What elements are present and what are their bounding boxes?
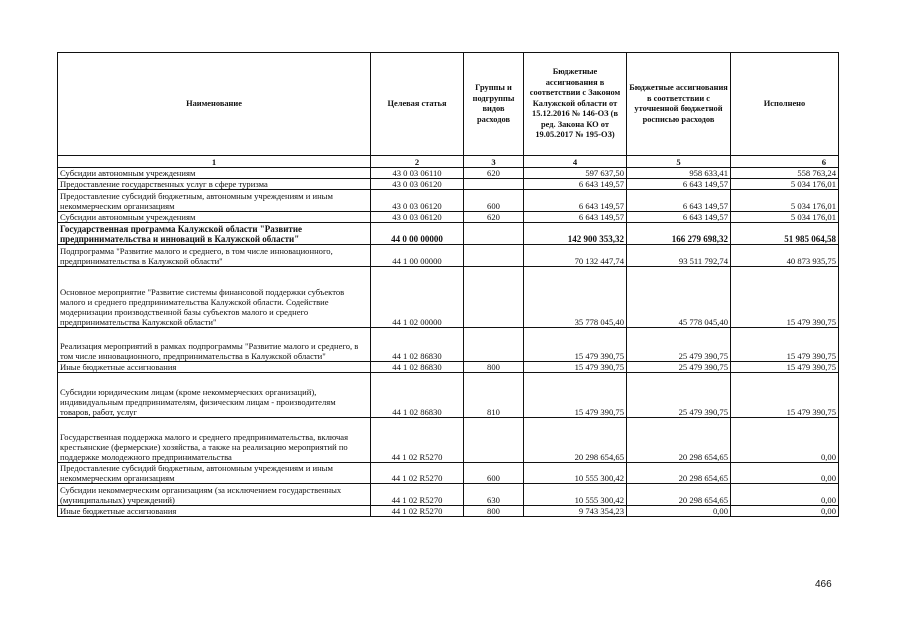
row-refined-amount-cell: 20 298 654,65 bbox=[627, 463, 731, 484]
row-executed-amount-cell: 15 479 390,75 bbox=[731, 373, 839, 418]
row-name-cell: Субсидии юридическим лицам (кроме некоммерческих организаций), индивидуальным предпринимателям, физическим лицам - производителям товаров, работ, услуг bbox=[58, 373, 371, 418]
row-target-code-cell: 44 1 02 R5270 bbox=[371, 418, 464, 463]
table-row bbox=[58, 328, 839, 362]
row-expense-group-cell: 620 bbox=[464, 212, 524, 223]
table-row bbox=[58, 373, 839, 418]
row-name-cell: Субсидии автономным учреждениям bbox=[58, 168, 371, 179]
row-law-amount-cell: 9 743 354,23 bbox=[524, 506, 627, 517]
row-name-cell: Государственная поддержка малого и среднего предпринимательства, включая крестьянские (фермерские) хозяйства, а также на реализацию мероприятий по поддержке молодежного предпринимательства bbox=[58, 418, 371, 463]
row-expense-group-cell: 630 bbox=[464, 484, 524, 506]
index-cell: 3 bbox=[464, 156, 524, 168]
row-refined-amount-cell: 93 511 792,74 bbox=[627, 245, 731, 267]
row-law-amount-cell: 10 555 300,42 bbox=[524, 484, 627, 506]
table-row bbox=[58, 190, 839, 212]
table-row bbox=[58, 418, 839, 463]
budget-table-sheet bbox=[57, 52, 838, 517]
row-executed-amount-cell: 0,00 bbox=[731, 418, 839, 463]
row-law-amount-cell: 20 298 654,65 bbox=[524, 418, 627, 463]
index-cell: 2 bbox=[371, 156, 464, 168]
row-name-cell: Основное мероприятие "Развитие системы финансовой поддержки субъектов малого и среднего предпринимательства Калужской области. Содействие модернизации производственной базы субъектов малого и среднего предпринимательства Калужской области" bbox=[58, 267, 371, 328]
row-target-code-cell: 44 0 00 00000 bbox=[371, 223, 464, 245]
row-law-amount-cell: 597 637,50 bbox=[524, 168, 627, 179]
table-row bbox=[58, 245, 839, 267]
table-row bbox=[58, 212, 839, 223]
header-executed: Исполнено bbox=[731, 53, 839, 156]
header-row bbox=[58, 53, 839, 156]
header-expense-groups: Группы и подгруппы видов расходов bbox=[464, 53, 524, 156]
row-law-amount-cell: 6 643 149,57 bbox=[524, 179, 627, 190]
row-expense-group-cell: 600 bbox=[464, 190, 524, 212]
header-law-allocations: Бюджетные ассигнования в соответствии с Законом Калужской области от 15.12.2016 № 146-ОЗ (в ред. Закона КО от 19.05.2017 № 195-ОЗ) bbox=[524, 53, 627, 156]
row-target-code-cell: 44 1 02 R5270 bbox=[371, 463, 464, 484]
index-cell: 1 bbox=[58, 156, 371, 168]
index-cell: 6 bbox=[731, 156, 839, 168]
row-refined-amount-cell: 25 479 390,75 bbox=[627, 362, 731, 373]
row-law-amount-cell: 70 132 447,74 bbox=[524, 245, 627, 267]
row-executed-amount-cell: 15 479 390,75 bbox=[731, 362, 839, 373]
row-target-code-cell: 44 1 02 R5270 bbox=[371, 506, 464, 517]
row-expense-group-cell bbox=[464, 267, 524, 328]
row-expense-group-cell bbox=[464, 179, 524, 190]
index-cell: 4 bbox=[524, 156, 627, 168]
row-expense-group-cell: 800 bbox=[464, 506, 524, 517]
row-name-cell: Субсидии автономным учреждениям bbox=[58, 212, 371, 223]
row-expense-group-cell bbox=[464, 245, 524, 267]
row-target-code-cell: 44 1 02 R5270 bbox=[371, 484, 464, 506]
row-law-amount-cell: 10 555 300,42 bbox=[524, 463, 627, 484]
row-refined-amount-cell: 6 643 149,57 bbox=[627, 179, 731, 190]
row-target-code-cell: 43 0 03 06120 bbox=[371, 179, 464, 190]
row-executed-amount-cell: 0,00 bbox=[731, 484, 839, 506]
row-executed-amount-cell: 40 873 935,75 bbox=[731, 245, 839, 267]
row-refined-amount-cell: 0,00 bbox=[627, 506, 731, 517]
row-name-cell: Реализация мероприятий в рамках подпрограммы "Развитие малого и среднего, в том числе инновационного, предпринимательства в Калужской области" bbox=[58, 328, 371, 362]
table-row bbox=[58, 179, 839, 190]
header-name: Наименование bbox=[58, 53, 371, 156]
row-refined-amount-cell: 20 298 654,65 bbox=[627, 418, 731, 463]
row-executed-amount-cell: 558 763,24 bbox=[731, 168, 839, 179]
row-target-code-cell: 44 1 00 00000 bbox=[371, 245, 464, 267]
row-law-amount-cell: 15 479 390,75 bbox=[524, 362, 627, 373]
page-number: 466 bbox=[815, 579, 832, 590]
row-expense-group-cell bbox=[464, 223, 524, 245]
row-name-cell: Предоставление субсидий бюджетным, автономным учреждениям и иным некоммерческим организациям bbox=[58, 190, 371, 212]
row-expense-group-cell: 600 bbox=[464, 463, 524, 484]
row-refined-amount-cell: 6 643 149,57 bbox=[627, 212, 731, 223]
row-executed-amount-cell: 15 479 390,75 bbox=[731, 328, 839, 362]
row-refined-amount-cell: 958 633,41 bbox=[627, 168, 731, 179]
table-row bbox=[58, 484, 839, 506]
row-refined-amount-cell: 25 479 390,75 bbox=[627, 373, 731, 418]
row-name-cell: Субсидии некоммерческим организациям (за исключением государственных (муниципальных) учреждений) bbox=[58, 484, 371, 506]
row-law-amount-cell: 6 643 149,57 bbox=[524, 190, 627, 212]
table-body bbox=[58, 168, 839, 517]
row-executed-amount-cell: 0,00 bbox=[731, 506, 839, 517]
row-name-cell: Подпрограмма "Развитие малого и среднего, в том числе инновационного, предпринимательства в Калужской области" bbox=[58, 245, 371, 267]
row-name-cell: Предоставление государственных услуг в сфере туризма bbox=[58, 179, 371, 190]
row-target-code-cell: 44 1 02 86830 bbox=[371, 328, 464, 362]
table-row bbox=[58, 463, 839, 484]
row-law-amount-cell: 35 778 045,40 bbox=[524, 267, 627, 328]
table-row bbox=[58, 223, 839, 245]
row-refined-amount-cell: 6 643 149,57 bbox=[627, 190, 731, 212]
row-executed-amount-cell: 5 034 176,01 bbox=[731, 212, 839, 223]
row-name-cell: Иные бюджетные ассигнования bbox=[58, 506, 371, 517]
row-refined-amount-cell: 25 479 390,75 bbox=[627, 328, 731, 362]
row-name-cell: Иные бюджетные ассигнования bbox=[58, 362, 371, 373]
table-row bbox=[58, 267, 839, 328]
row-target-code-cell: 44 1 02 86830 bbox=[371, 362, 464, 373]
row-target-code-cell: 43 0 03 06120 bbox=[371, 212, 464, 223]
table-row bbox=[58, 506, 839, 517]
row-refined-amount-cell: 166 279 698,32 bbox=[627, 223, 731, 245]
budget-table bbox=[57, 52, 839, 517]
row-executed-amount-cell: 5 034 176,01 bbox=[731, 179, 839, 190]
index-cell: 5 bbox=[627, 156, 731, 168]
row-executed-amount-cell: 0,00 bbox=[731, 463, 839, 484]
column-index-row bbox=[58, 156, 839, 168]
header-refined-allocations: Бюджетные ассигнования в соответствии с уточненной бюджетной росписью расходов bbox=[627, 53, 731, 156]
row-target-code-cell: 43 0 03 06110 bbox=[371, 168, 464, 179]
row-expense-group-cell: 810 bbox=[464, 373, 524, 418]
row-executed-amount-cell: 5 034 176,01 bbox=[731, 190, 839, 212]
row-name-cell: Предоставление субсидий бюджетным, автономным учреждениям и иным некоммерческим организациям bbox=[58, 463, 371, 484]
row-expense-group-cell bbox=[464, 328, 524, 362]
row-target-code-cell: 44 1 02 00000 bbox=[371, 267, 464, 328]
row-refined-amount-cell: 20 298 654,65 bbox=[627, 484, 731, 506]
row-name-cell: Государственная программа Калужской области "Развитие предпринимательства и инноваций в Калужской области" bbox=[58, 223, 371, 245]
row-target-code-cell: 43 0 03 06120 bbox=[371, 190, 464, 212]
table-row bbox=[58, 362, 839, 373]
row-law-amount-cell: 6 643 149,57 bbox=[524, 212, 627, 223]
row-expense-group-cell bbox=[464, 418, 524, 463]
row-law-amount-cell: 15 479 390,75 bbox=[524, 328, 627, 362]
table-row bbox=[58, 168, 839, 179]
row-law-amount-cell: 142 900 353,32 bbox=[524, 223, 627, 245]
row-refined-amount-cell: 45 778 045,40 bbox=[627, 267, 731, 328]
row-expense-group-cell: 800 bbox=[464, 362, 524, 373]
row-expense-group-cell: 620 bbox=[464, 168, 524, 179]
row-executed-amount-cell: 51 985 064,58 bbox=[731, 223, 839, 245]
row-target-code-cell: 44 1 02 86830 bbox=[371, 373, 464, 418]
row-law-amount-cell: 15 479 390,75 bbox=[524, 373, 627, 418]
header-target-article: Целевая статья bbox=[371, 53, 464, 156]
row-executed-amount-cell: 15 479 390,75 bbox=[731, 267, 839, 328]
